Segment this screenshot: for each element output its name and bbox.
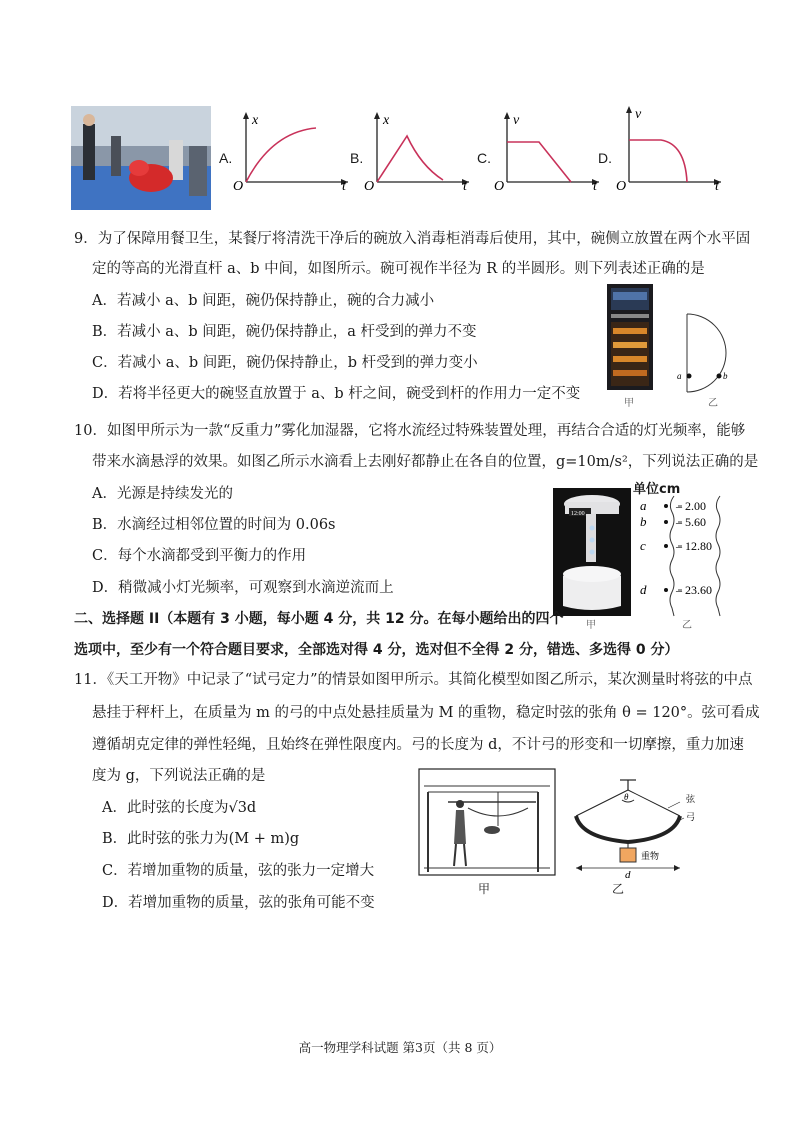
q11-d-label: d xyxy=(625,869,631,880)
lion-dance-photo xyxy=(71,106,211,210)
graph-c-origin: O xyxy=(494,179,505,192)
graph-d-y: v xyxy=(635,107,642,122)
graph-b-x: t xyxy=(463,179,467,192)
q9-point-b: b xyxy=(723,371,728,381)
q9-line2: 定的等高的光滑直杆 a、b 中间，如图所示。碗可视作半径为 R 的半圆形。则下列表述正确的是 xyxy=(92,261,705,277)
page-footer: 高一物理学科试题 第3页（共 8 页） xyxy=(298,1040,502,1055)
q10-option-b: B．水滴经过相邻位置的时间为 0.06s xyxy=(92,517,336,533)
q9-fig-left-caption: 甲 xyxy=(624,398,634,409)
q10-fig-right-caption: 乙 xyxy=(682,620,692,631)
graph-a-label: A. xyxy=(219,150,233,166)
q9-option-c: C．若减小 a、b 间距，碗仍保持静止，b 杆受到的弹力变小 xyxy=(92,355,478,371)
q10-value-c: – 12.80 xyxy=(676,539,712,553)
q11-bow-label: 弓 xyxy=(686,812,696,822)
q9-option-a: A．若减小 a、b 间距，碗仍保持静止，碗的合力减小 xyxy=(92,293,435,309)
q9-option-b: B．若减小 a、b 间距，碗仍保持静止，a 杆受到的弹力不变 xyxy=(92,324,477,340)
q9-semicircle-diagram xyxy=(675,310,765,396)
graph-b-label: B. xyxy=(350,150,364,166)
q10-value-b: – 5.60 xyxy=(676,515,706,529)
q11-fig-left-caption: 甲 xyxy=(478,882,491,896)
q11-weight-label: 重物 xyxy=(641,851,660,861)
graph-a-origin: O xyxy=(233,179,244,192)
q9-option-d: D．若将半径更大的碗竖直放置于 a、b 杆之间，碗受到杆的作用力一定不变 xyxy=(92,386,581,402)
q11-woodcut-illustration xyxy=(418,768,556,876)
graph-b-y: x xyxy=(383,113,390,128)
q9-fig-right-caption: 乙 xyxy=(708,398,718,409)
graph-d-x: t xyxy=(715,179,719,192)
q10-value-a: – 2.00 xyxy=(676,499,706,513)
q10-unit-label: 单位cm xyxy=(633,482,681,497)
q10-point-b: b xyxy=(640,514,647,529)
q11-bow-diagram xyxy=(568,776,698,880)
q10-fig-left-caption: 甲 xyxy=(586,620,596,631)
graph-c xyxy=(493,110,605,192)
q10-option-a: A．光源是持续发光的 xyxy=(92,486,233,502)
q10-display: 12:00 xyxy=(571,511,585,517)
q10-point-c: c xyxy=(640,538,646,553)
graph-b xyxy=(363,110,475,192)
q10-point-a: a xyxy=(640,498,647,513)
q9-cabinet-photo xyxy=(605,284,655,392)
graph-c-x: t xyxy=(593,179,597,192)
graph-a-x: t xyxy=(342,179,346,192)
q11-line1: 11．《天工开物》中记录了“试弓定力”的情景如图甲所示。其简化模型如图乙所示，某次测量时将弦的中点 xyxy=(74,672,753,688)
graph-d xyxy=(615,104,727,192)
q10-value-d: – 23.60 xyxy=(676,583,712,597)
q11-fig-right-caption: 乙 xyxy=(612,882,625,896)
q11-string-label: 弦 xyxy=(686,794,696,804)
q10-point-d: d xyxy=(640,582,647,597)
q10-line2: 带来水滴悬浮的效果。如图乙所示水滴看上去刚好都静止在各自的位置，g=10m/s²，下列说法正确的是 xyxy=(92,454,759,470)
graph-d-label: D. xyxy=(598,150,612,166)
graph-c-y: v xyxy=(513,113,520,128)
q11-theta-label: θ xyxy=(624,792,629,802)
q10-scale-diagram xyxy=(632,494,732,618)
graph-b-origin: O xyxy=(364,179,375,192)
q10-humidifier-photo xyxy=(553,488,631,616)
q11-line2: 悬挂于秤杆上，在质量为 m 的弓的中点处悬挂质量为 M 的重物，稳定时弦的张角 θ = 120°。弦可看成 xyxy=(92,705,760,721)
q9-line1: 9．为了保障用餐卫生，某餐厅将清洗干净后的碗放入消毒柜消毒后使用，其中，碗侧立放置在两个水平固 xyxy=(74,231,751,247)
q10-option-c: C．每个水滴都受到平衡力的作用 xyxy=(92,548,307,564)
section2-line1: 二、选择题 II（本题有 3 小题，每小题 4 分，共 12 分。在每小题给出的四个 xyxy=(74,611,564,627)
graph-d-origin: O xyxy=(616,179,627,192)
q11-line4: 度为 g，下列说法正确的是 xyxy=(92,768,266,784)
q10-line1: 10．如图甲所示为一款“反重力”雾化加湿器，它将水流经过特殊装置处理，再结合合适的灯光频率，能够 xyxy=(74,423,746,439)
q9-point-a: a xyxy=(677,371,682,381)
q11-line3: 遵循胡克定律的弹性轻绳，且始终在弹性限度内。弓的长度为 d，不计弓的形变和一切摩擦，重力加速 xyxy=(92,737,744,753)
q11-option-b: B．此时弦的张力为(M + m)g xyxy=(102,831,300,847)
graph-c-label: C. xyxy=(477,150,491,166)
graph-a-y: x xyxy=(252,113,259,128)
q11-option-a: A．此时弦的长度为√3d xyxy=(102,800,257,816)
section2-line2: 选项中，至少有一个符合题目要求，全部选对得 4 分，选对但不全得 2 分，错选、多选得 0 分） xyxy=(74,642,679,658)
q11-option-c: C．若增加重物的质量，弦的张力一定增大 xyxy=(102,863,375,879)
graph-a xyxy=(232,110,354,192)
q10-option-d: D．稍微减小灯光频率，可观察到水滴逆流而上 xyxy=(92,580,394,596)
q11-option-d: D．若增加重物的质量，弦的张角可能不变 xyxy=(102,895,375,911)
